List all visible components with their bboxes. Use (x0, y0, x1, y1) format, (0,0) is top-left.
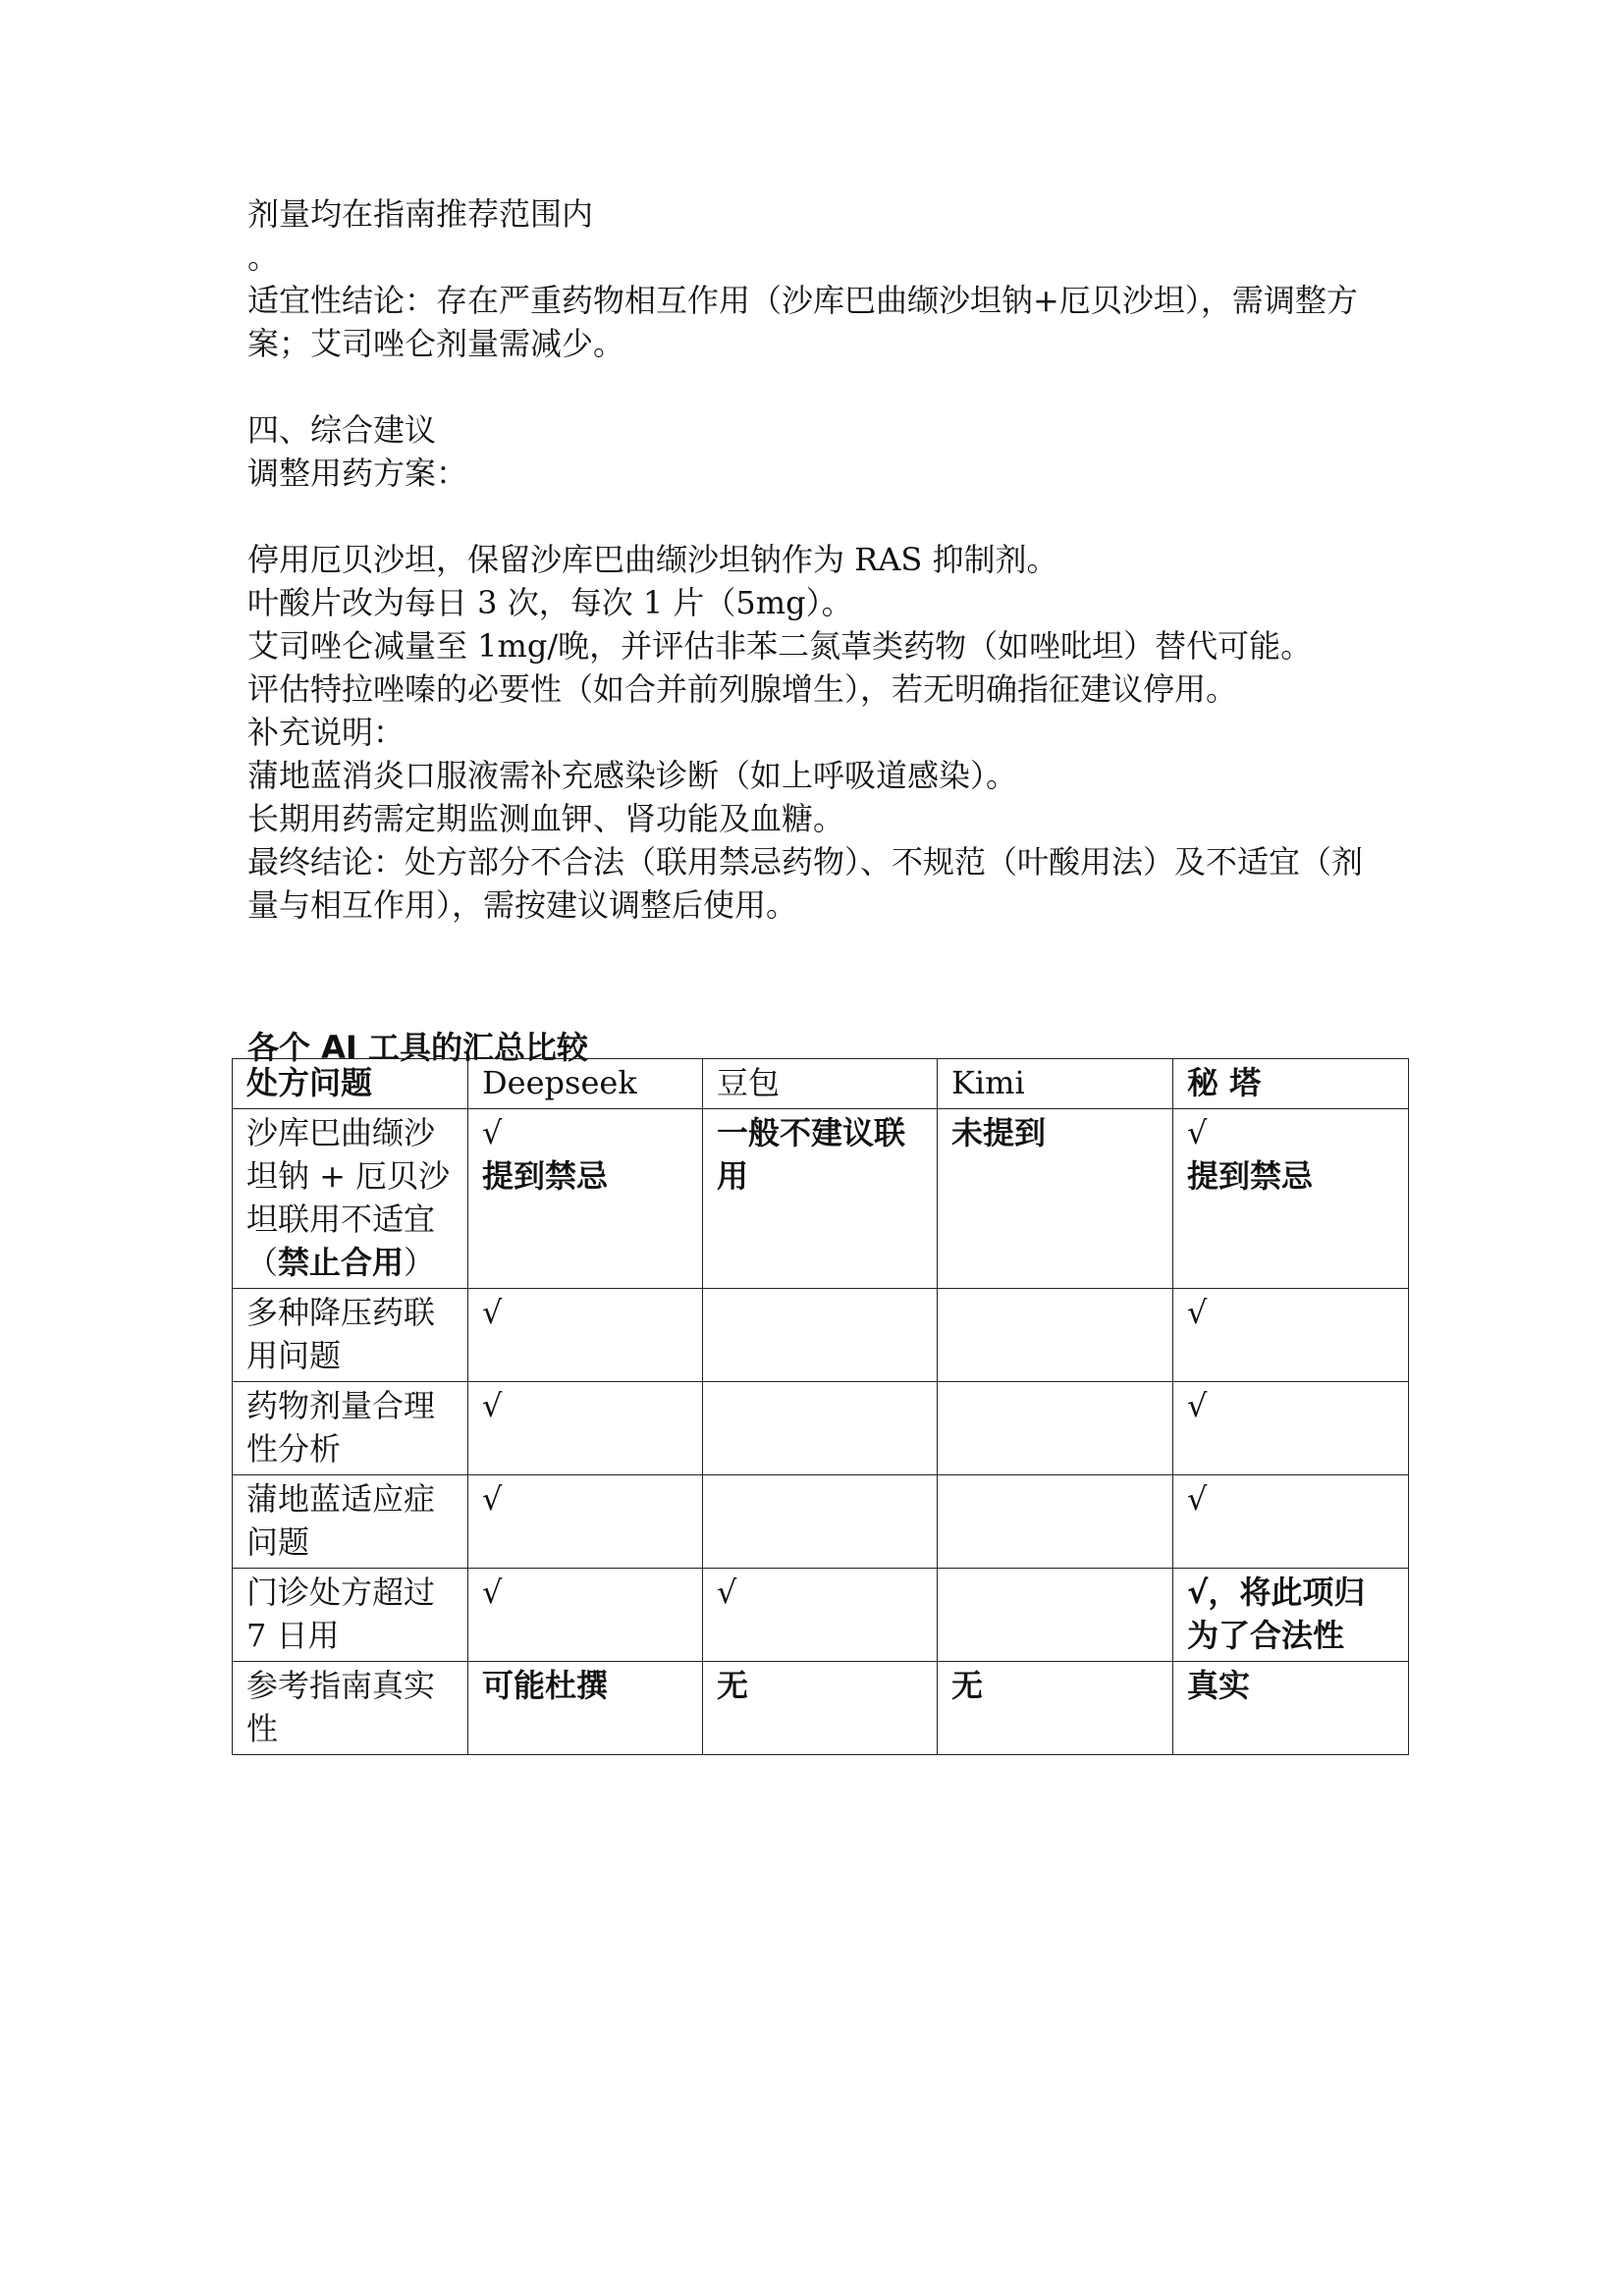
kimi-cell (938, 1382, 1173, 1475)
mita-cell: √ (1173, 1289, 1409, 1382)
text-line: 艾司唑仑减量至 1mg/晚，并评估非苯二氮䓬类药物（如唑吡坦）替代可能。 (247, 627, 1313, 665)
mita-cell: √ (1173, 1382, 1409, 1475)
text-line: 量与相互作用），需按建议调整后使用。 (247, 886, 798, 924)
cell-note: 提到禁忌 (1187, 1157, 1314, 1195)
header-cell: 豆包 (703, 1059, 938, 1109)
kimi-cell (938, 1569, 1173, 1662)
text-line: 剂量均在指南推荐范围内 (247, 195, 594, 233)
spacer (247, 495, 1391, 538)
kimi-cell: 未提到 (938, 1109, 1173, 1289)
table-row (233, 1662, 1409, 1755)
doubao-cell: 一般不建议联用 (703, 1109, 938, 1289)
document-body (247, 192, 1391, 1068)
text-line: 补充说明： (247, 714, 406, 751)
doubao-cell (703, 1382, 938, 1475)
table-row (233, 1382, 1409, 1475)
kimi-cell: 无 (938, 1662, 1173, 1755)
mita-cell: √，将此项归为了合法性 (1173, 1569, 1409, 1662)
deepseek-cell: 可能杜撰 (468, 1662, 703, 1755)
issue-text-end: ） (404, 1244, 436, 1281)
table-row (233, 1569, 1409, 1662)
doubao-cell: 无 (703, 1662, 938, 1755)
section-heading: 四、综合建议 (247, 411, 437, 449)
text-line: 适宜性结论：存在严重药物相互作用（沙库巴曲缬沙坦钠+厄贝沙坦），需调整方 (247, 282, 1358, 319)
issue-cell (233, 1109, 468, 1289)
table-row (233, 1475, 1409, 1569)
comparison-table (232, 1058, 1409, 1755)
text-line: 最终结论：处方部分不合法（联用禁忌药物）、不规范（叶酸用法）及不适宜（剂 (247, 843, 1364, 881)
text-line: 。 (247, 239, 280, 276)
header-cell: 处方问题 (233, 1059, 468, 1109)
spacer (247, 927, 1391, 1013)
text-line: 案；艾司唑仑剂量需减少。 (247, 325, 625, 362)
doubao-cell: √ (703, 1569, 938, 1662)
deepseek-cell: √ (468, 1382, 703, 1475)
doubao-cell (703, 1475, 938, 1569)
text-line: 蒲地蓝消炎口服液需补充感染诊断（如上呼吸道感染）。 (247, 757, 1018, 794)
issue-cell: 门诊处方超过 7 日用 (233, 1569, 468, 1662)
kimi-cell (938, 1475, 1173, 1569)
table-caption: 各个 AI 工具的汇总比较 (247, 1029, 588, 1066)
table-header-row (233, 1059, 1409, 1109)
deepseek-cell: √ (468, 1569, 703, 1662)
check-mark: √ (1187, 1114, 1208, 1151)
text-line: 评估特拉唑嗪的必要性（如合并前列腺增生），若无明确指征建议停用。 (247, 670, 1238, 708)
issue-text: 沙库巴曲缬沙坦钠 + 厄贝沙坦联用不适宜（ (246, 1114, 451, 1281)
header-cell: Kimi (938, 1059, 1173, 1109)
text-line: 停用厄贝沙坦，保留沙库巴曲缬沙坦钠作为 RAS 抑制剂。 (247, 541, 1058, 578)
issue-cell: 蒲地蓝适应症问题 (233, 1475, 468, 1569)
issue-cell: 药物剂量合理性分析 (233, 1382, 468, 1475)
issue-cell: 多种降压药联用问题 (233, 1289, 468, 1382)
deepseek-cell: √ (468, 1475, 703, 1569)
mita-cell: 真实 (1173, 1662, 1409, 1755)
text-line: 叶酸片改为每日 3 次，每次 1 片（5mg）。 (247, 584, 853, 621)
issue-cell: 参考指南真实性 (233, 1662, 468, 1755)
doubao-cell (703, 1289, 938, 1382)
spacer (247, 365, 1391, 408)
text-line: 长期用药需定期监测血钾、肾功能及血糖。 (247, 800, 845, 837)
table-row (233, 1109, 1409, 1289)
check-mark: √ (482, 1114, 503, 1151)
header-cell: 秘 塔 (1173, 1059, 1409, 1109)
table-row (233, 1289, 1409, 1382)
mita-cell (1173, 1109, 1409, 1289)
deepseek-cell: √ (468, 1289, 703, 1382)
kimi-cell (938, 1289, 1173, 1382)
deepseek-cell (468, 1109, 703, 1289)
issue-emphasis: 禁止合用 (278, 1244, 405, 1281)
mita-cell: √ (1173, 1475, 1409, 1569)
cell-note: 提到禁忌 (482, 1157, 609, 1195)
text-line: 调整用药方案： (247, 454, 468, 492)
header-cell: Deepseek (468, 1059, 703, 1109)
